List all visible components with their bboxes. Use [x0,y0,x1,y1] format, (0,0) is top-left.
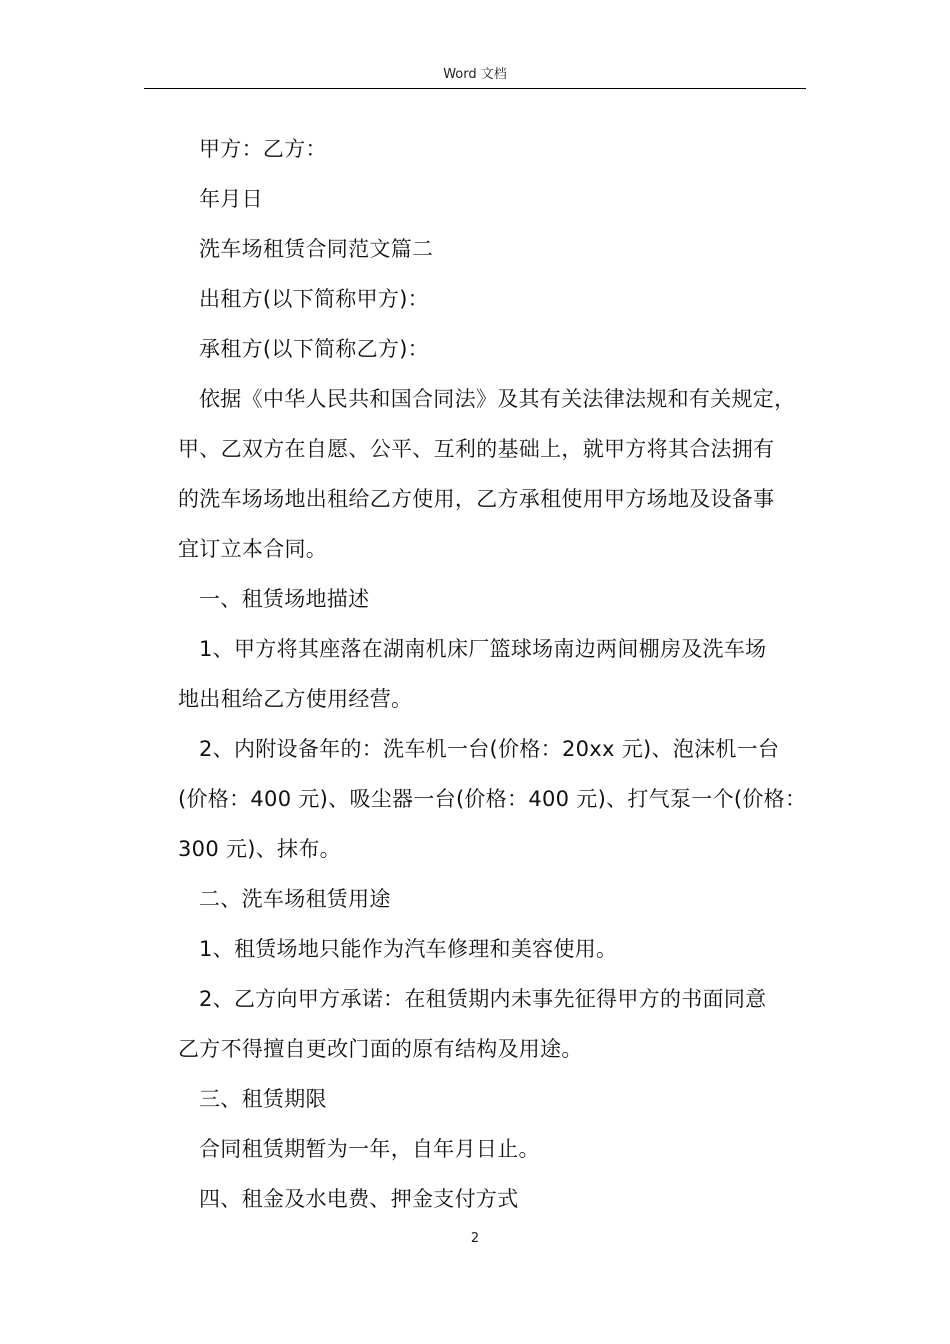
paragraph: 甲、乙双方在自愿、公平、互利的基础上，就甲方将其合法拥有 [178,437,775,461]
paragraph: 依据《中华人民共和国合同法》及其有关法律法规和有关规定， [199,387,796,411]
paragraph: 地出租给乙方使用经营。 [178,687,413,711]
paragraph: 乙方不得擅自更改门面的原有结构及用途。 [178,1037,583,1061]
paragraph: (价格：400 元)、吸尘器一台(价格：400 元)、打气泵一个(价格： [178,787,807,811]
document-body [178,124,806,1224]
paragraph: 300 元)、抹布。 [178,837,341,861]
paragraph: 2、乙方向甲方承诺：在租赁期内未事先征得甲方的书面同意 [199,987,767,1011]
paragraph: 一、租赁场地描述 [199,587,370,611]
paragraph: 四、租金及水电费、押金支付方式 [199,1187,519,1211]
paragraph: 承租方(以下简称乙方)： [199,337,429,361]
paragraph: 三、租赁期限 [199,1087,327,1111]
page-number: 2 [470,1231,480,1246]
paragraph: 的洗车场场地出租给乙方使用，乙方承租使用甲方场地及设备事 [178,487,775,511]
header-divider [144,88,806,89]
paragraph: 年月日 [199,187,263,211]
paragraph: 2、内附设备年的：洗车机一台(价格：20xx 元)、泡沫机一台 [199,737,780,761]
paragraph: 二、洗车场租赁用途 [199,887,391,911]
paragraph: 1、甲方将其座落在湖南机床厂篮球场南边两间棚房及洗车场 [199,637,767,661]
paragraph: 洗车场租赁合同范文篇二 [199,237,434,261]
page-header: Word 文档 [443,67,507,82]
paragraph: 宜订立本合同。 [178,537,328,561]
paragraph: 出租方(以下简称甲方)： [199,287,429,311]
paragraph: 合同租赁期暂为一年，自年月日止。 [199,1137,540,1161]
paragraph: 甲方：乙方： [199,137,327,161]
paragraph: 1、租赁场地只能作为汽车修理和美容使用。 [199,937,618,961]
